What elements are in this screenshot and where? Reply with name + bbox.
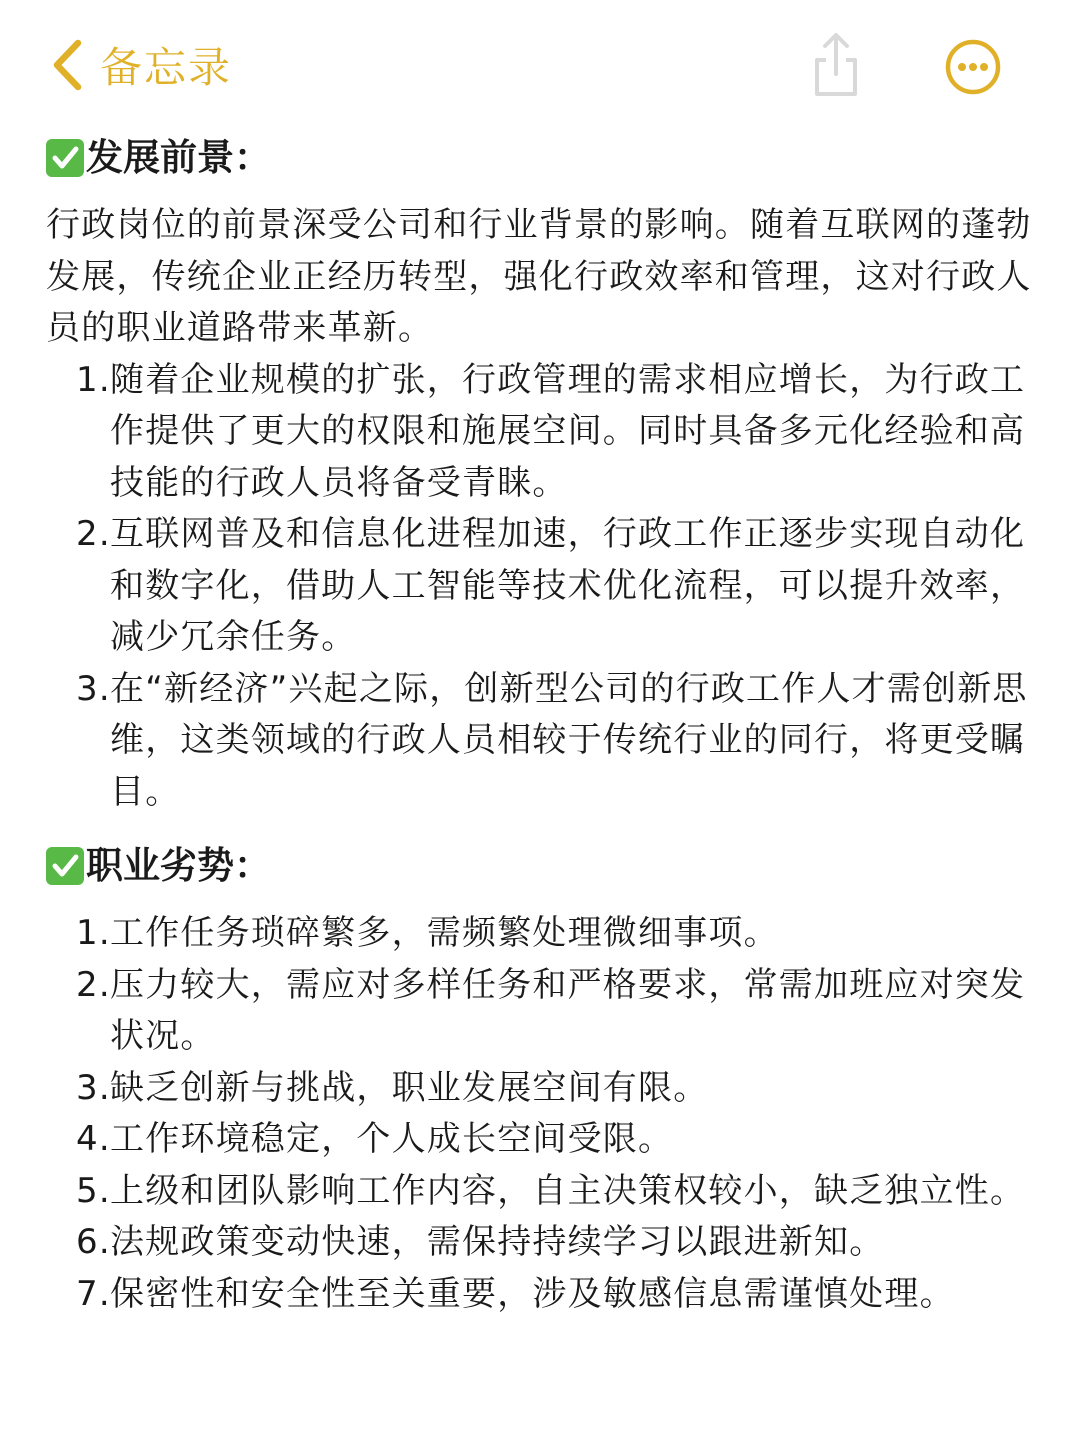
- back-label: 备忘录: [100, 43, 233, 92]
- section-heading-text: 职业劣势：: [86, 844, 271, 887]
- disadvantages-list: [46, 908, 1036, 1320]
- list-item: [46, 509, 1036, 664]
- section-disadvantages: [46, 838, 1036, 1320]
- list-text: 工作任务琐碎繁多，需频繁处理微细事项。: [110, 913, 779, 953]
- list-text: 互联网普及和信息化进程加速，行政工作正逐步实现自动化和数字化，借助人工智能等技术优化流程，可以提升效率，减少冗余任务。: [110, 514, 1026, 657]
- list-text: 压力较大，需应对多样任务和严格要求，常需加班应对突发状况。: [110, 964, 1026, 1056]
- check-mark-icon: [46, 847, 84, 885]
- intro-paragraph: 行政岗位的前景深受公司和行业背景的影响。随着互联网的蓬勃发展，传统企业正经历转型，强化行政效率和管理，这对行政人员的职业道路带来革新。: [46, 205, 1032, 348]
- chevron-left-icon: [50, 39, 84, 91]
- list-item: [46, 664, 1036, 819]
- back-button[interactable]: [50, 30, 232, 100]
- list-text: 工作环境稳定，个人成长空间受限。: [110, 1119, 674, 1159]
- list-text: 法规政策变动快速，需保持持续学习以跟进新知。: [110, 1222, 885, 1262]
- list-number: 7.: [76, 1273, 111, 1314]
- list-number: 5.: [76, 1170, 111, 1211]
- list-item: [46, 960, 1036, 1063]
- list-number: 1.: [76, 359, 111, 400]
- list-number: 3.: [76, 1067, 111, 1108]
- share-button[interactable]: [806, 30, 866, 100]
- list-text: 缺乏创新与挑战，职业发展空间有限。: [110, 1067, 709, 1108]
- prospects-list: [46, 355, 1036, 819]
- list-item: [46, 355, 1036, 510]
- more-icon: [944, 38, 1002, 96]
- list-item: [46, 1114, 1036, 1166]
- check-mark-icon: [46, 139, 84, 177]
- list-number: 2.: [76, 964, 111, 1005]
- navigation-bar: [0, 0, 1080, 120]
- note-content: [46, 130, 1036, 1320]
- list-item: [46, 908, 1036, 960]
- list-number: 2.: [76, 514, 111, 554]
- list-number: 1.: [76, 913, 111, 953]
- list-text: 保密性和安全性至关重要，涉及敏感信息需谨慎处理。: [110, 1273, 955, 1314]
- section-prospects: [46, 130, 1036, 818]
- list-item: [46, 1269, 1036, 1321]
- list-number: 6.: [76, 1222, 111, 1262]
- list-text: 在“新经济”兴起之际，创新型公司的行政工作人才需创新思维，这类领域的行政人员相较于传统行业的同行，将更受瞩目。: [110, 668, 1028, 812]
- section-heading: [46, 838, 1036, 894]
- list-number: 4.: [76, 1119, 111, 1159]
- section-heading-text: 发展前景：: [86, 136, 271, 179]
- list-item: [46, 1217, 1036, 1269]
- more-button[interactable]: [944, 38, 1002, 96]
- list-text: 随着企业规模的扩张，行政管理的需求相应增长，为行政工作提供了更大的权限和施展空间。同时具备多元化经验和高技能的行政人员将备受青睐。: [110, 359, 1026, 503]
- share-icon: [806, 30, 866, 100]
- section-heading: [46, 130, 1036, 186]
- list-item: [46, 1063, 1036, 1115]
- list-item: [46, 1166, 1036, 1218]
- list-number: 3.: [76, 668, 111, 709]
- list-text: 上级和团队影响工作内容，自主决策权较小，缺乏独立性。: [110, 1170, 1026, 1211]
